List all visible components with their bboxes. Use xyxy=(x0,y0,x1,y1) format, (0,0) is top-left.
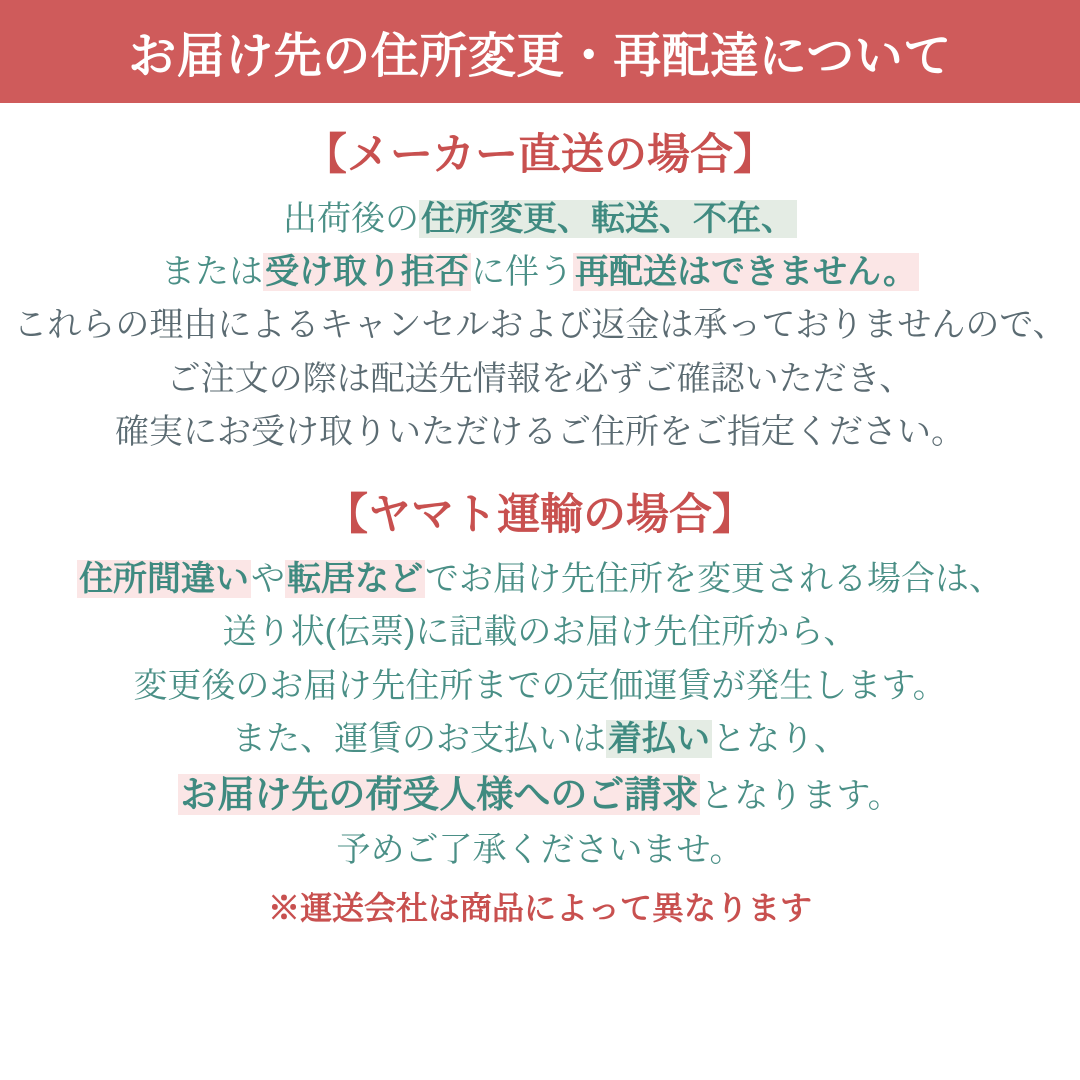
text-part: となり、 xyxy=(712,719,848,758)
notice-line xyxy=(178,768,901,822)
notice-line xyxy=(283,195,797,244)
notice-body xyxy=(0,103,1080,1080)
text-part: となります。 xyxy=(700,777,902,816)
text-part: 確実にお受け取りいただけるご住所をご指定ください。 xyxy=(115,412,965,451)
notice-line xyxy=(337,826,744,875)
notice-line xyxy=(223,608,858,657)
notice-line xyxy=(115,408,965,457)
text-part-highlight: お届け先の荷受人様へのご請求 xyxy=(180,774,699,816)
text-part: 予めご了承くださいませ。 xyxy=(336,830,744,869)
text-part: 送り状(伝票)に記載のお届け先住所から、 xyxy=(222,613,858,652)
notice-line xyxy=(167,355,914,404)
text-part: 変更後のお届け先住所までの定価運賃が発生します。 xyxy=(133,666,947,705)
text-part-highlight: 転居など xyxy=(287,559,423,598)
footnote: ※運送会社は商品によって異なります xyxy=(267,890,812,927)
text-part: または xyxy=(160,253,263,292)
text-part: や xyxy=(251,559,285,598)
section-title-yamato: 【ヤマト運輸の場合】 xyxy=(325,491,755,540)
text-part-highlight: 着払い xyxy=(608,719,710,758)
notice-line xyxy=(13,301,1066,350)
notice-line xyxy=(161,248,919,297)
notice-line xyxy=(77,555,1003,604)
text-part-highlight: 再配送はできません。 xyxy=(574,253,918,292)
text-part: に伴う xyxy=(470,253,573,292)
page-header xyxy=(0,0,1080,103)
text-part: これらの理由によるキャンセルおよび返金は承っておりませんので、 xyxy=(13,306,1067,345)
text-part: ご注文の際は配送先情報を必ずご確認いただき、 xyxy=(166,359,914,398)
notice-line xyxy=(232,715,848,764)
page-title: お届け先の住所変更・再配達について xyxy=(128,30,952,83)
text-part: また、運賃のお支払いは xyxy=(232,719,606,758)
section-title-maker-direct: 【メーカー直送の場合】 xyxy=(303,131,777,179)
text-part: でお届け先住所を変更される場合は、 xyxy=(425,559,1003,598)
text-part-highlight: 受け取り拒否 xyxy=(264,253,469,292)
text-part-highlight: 住所間違い xyxy=(79,559,249,598)
notice-line xyxy=(133,662,946,711)
text-part-highlight: 住所変更、転送、不在、 xyxy=(421,199,795,238)
text-part: 出荷後の xyxy=(283,199,419,238)
